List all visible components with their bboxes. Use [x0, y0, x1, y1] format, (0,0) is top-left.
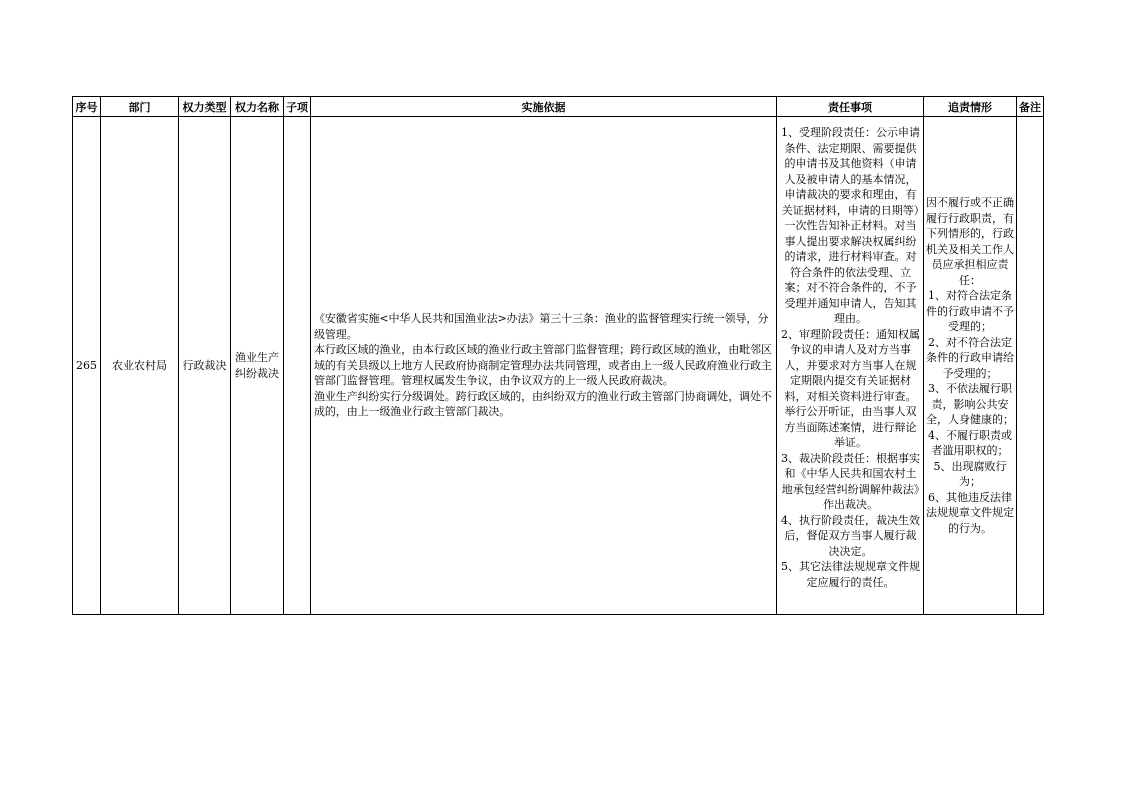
cell-duty [777, 117, 924, 615]
header-sub-item: 子项 [284, 97, 311, 117]
cell-sub-item [284, 117, 311, 615]
basis-paragraph: 渔业生产纠纷实行分级调处。跨行政区域的，由纠纷双方的渔业行政主管部门协商调处，调处不成的，由上一级渔业行政主管部门裁决。 [314, 389, 772, 419]
header-power-name: 权力名称 [231, 97, 284, 117]
duty-item: 3、裁决阶段责任：根据事实和《中华人民共和国农村土地承包经营纠纷调解仲裁法》作出裁决。 [781, 451, 920, 511]
basis-paragraph: 本行政区域的渔业，由本行政区域的渔业行政主管部门监督管理；跨行政区域的渔业，由毗邻区域的有关县级以上地方人民政府协商制定管理办法共同管理，或者由上一级人民政府渔业行政主管部门监督管理。管理权属发生争议，由争议双方的上一级人民政府裁决。 [314, 343, 772, 388]
cell-seq: 265 [73, 117, 101, 615]
cell-power-name: 渔业生产 纠纷裁决 [231, 117, 284, 615]
duty-item: 2、审理阶段责任：通知权属争议的申请人及对方当事人，并要求对方当事人在规定期限内提交有关证据材料，对相关资料进行审查。举行公开听证，由当事人双方当面陈述案情，进行辩论举证。 [781, 327, 920, 449]
accountability-item: 3、不依法履行职责，影响公共安全，人身健康的； [926, 382, 1014, 426]
accountability-item: 1、对符合法定条件的行政申请不予受理的； [926, 289, 1014, 333]
power-list-table [72, 96, 1044, 615]
cell-accountability [924, 117, 1017, 615]
table-header-row [73, 97, 1044, 117]
cell-power-type: 行政裁决 [179, 117, 231, 615]
accountability-item: 4、不履行职责或者滥用职权的； [928, 428, 1012, 457]
accountability-item: 6、其他违反法律法规规章文件规定的行为。 [926, 490, 1014, 535]
cell-basis [311, 117, 777, 615]
duty-item: 4、执行阶段责任，裁决生效后，督促双方当事人履行裁决决定。 [781, 513, 920, 558]
duty-item: 5、其它法律法规规章文件规定应履行的责任。 [781, 560, 920, 589]
accountability-item: 5、出现腐败行为； [933, 459, 1007, 488]
header-remarks: 备注 [1017, 97, 1044, 117]
header-seq: 序号 [73, 97, 101, 117]
header-power-type: 权力类型 [179, 97, 231, 117]
header-dept: 部门 [101, 97, 179, 117]
accountability-item: 因不履行或不正确履行行政职责，有下列情形的，行政机关及相关工作人员应承担相应责任： [926, 196, 1014, 287]
cell-remarks [1017, 117, 1044, 615]
basis-paragraph: 《安徽省实施<中华人民共和国渔业法>办法》第三十三条：渔业的监督管理实行统一领导，分级管理。 [314, 312, 769, 341]
header-duty: 责任事项 [777, 97, 924, 117]
table-row [73, 117, 1044, 615]
accountability-item: 2、对不符合法定条件的行政申请给予受理的； [926, 335, 1014, 380]
header-accountability: 追责情形 [924, 97, 1017, 117]
cell-dept: 农业农村局 [101, 117, 179, 615]
duty-item: 1、受理阶段责任：公示申请条件、法定期限、需要提供的申请书及其他资料（申请人及被申请人的基本情况，申请裁决的要求和理由，有关证据材料，申请的日期等）一次性告知补正材料。对当事人提出要求解决权属纠纷的请求，进行材料审查。对符合条件的依法受理、立案；对不符合条件的，不予受理并通知申请人，告知其理由。 [781, 126, 920, 325]
header-basis: 实施依据 [311, 97, 777, 117]
